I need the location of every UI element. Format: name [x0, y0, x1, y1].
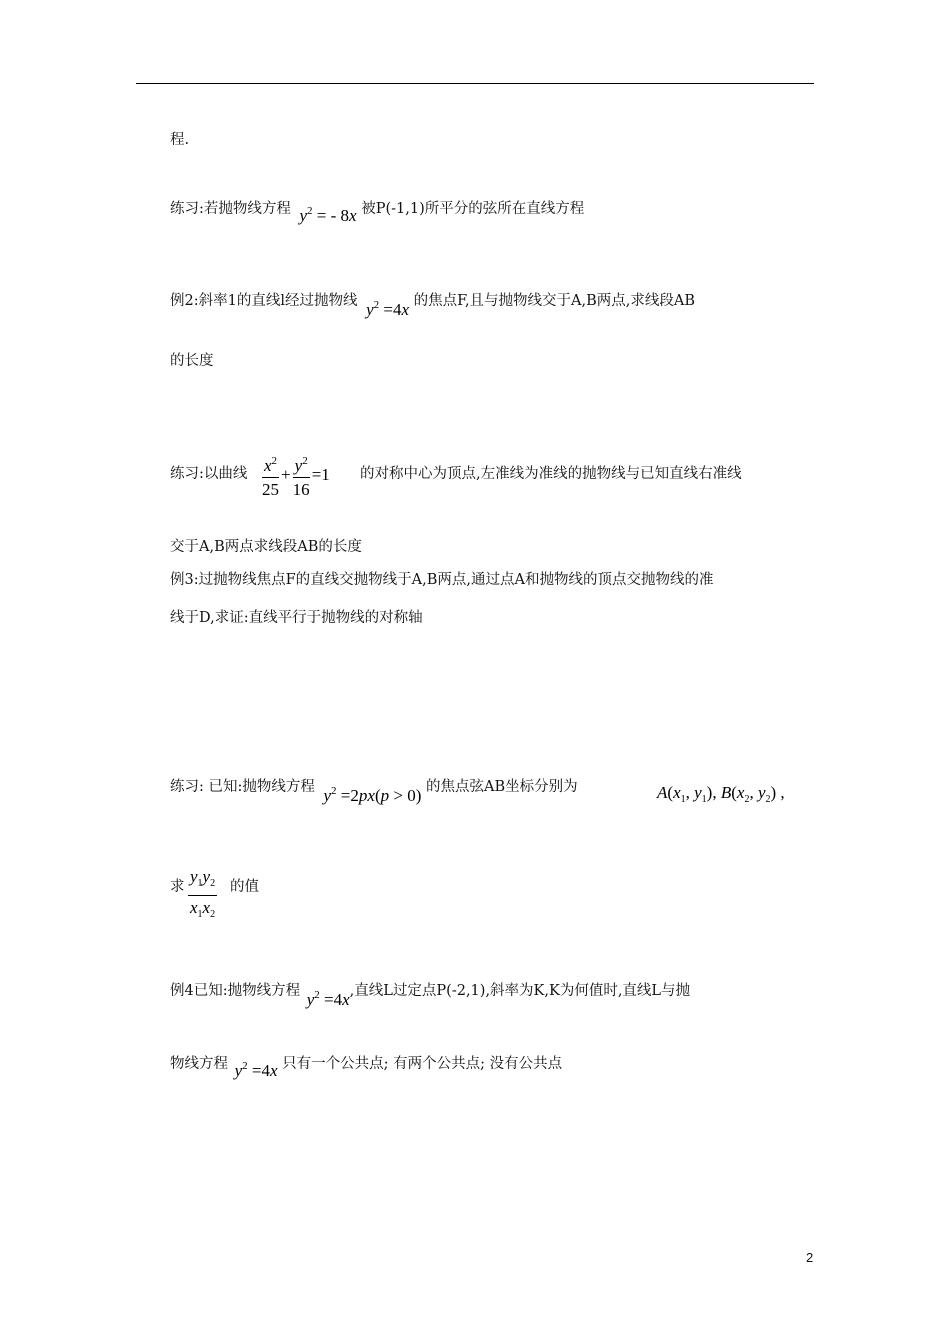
example-4	[170, 979, 691, 1009]
practice-3-text-2: 的焦点弦AB坐标分别为	[425, 779, 578, 795]
practice-3	[170, 775, 578, 805]
text-line: 程.	[170, 132, 190, 148]
equation-y2-4x-c: $y^2 =4x$	[234, 1060, 278, 1080]
practice-3-text: 练习: 已知:抛物线方程	[170, 779, 315, 795]
example-4-text-2: ,直线L过定点P(-2,1),斜率为K,K为何值时,直线L与抛	[349, 983, 691, 999]
fraction-y1y2-x1x2: $\frac{y_1y_2}{x_1x_2}$	[190, 867, 216, 920]
practice-1-text-2: 被P(-1,1)所平分的弦所在直线方程	[361, 201, 585, 217]
practice-2-cont: 交于A,B两点求线段AB的长度	[170, 539, 362, 555]
equation-y2-4x: $y^2 =4x$	[366, 299, 410, 319]
practice-2	[170, 462, 247, 483]
example-4-text-3: 物线方程	[170, 1056, 228, 1072]
practice-3-cont	[170, 875, 185, 896]
practice-2-text-2: 的对称中心为顶点,左准线为准线的抛物线与已知直线右准线	[360, 466, 742, 482]
practice-2-text: 练习:以曲线	[170, 466, 248, 482]
fraction-y2-16: $\frac{y^2}{16}$	[293, 450, 310, 502]
example-2-text-2: 的焦点F,且与抛物线交于A,B两点,求线段AB	[413, 293, 696, 309]
equation-y2-4x-b: $y^2 =4x$	[306, 989, 350, 1009]
example-2-cont: 的长度	[170, 353, 214, 369]
practice-1	[170, 197, 585, 225]
example-3: 例3:过抛物线焦点F的直线交抛物线于A,B两点,通过点A和抛物线的顶点交抛物线的准	[170, 572, 714, 588]
example-4-text: 例4已知:抛物线方程	[170, 983, 301, 999]
equation-points-a-b: $A(x_1$, $y_1$), $B(x_2$, $y_2$) ,	[657, 783, 785, 805]
example-2-text: 例2:斜率1的直线l经过抛物线	[170, 293, 358, 309]
equation-y2-minus8x: $y^2$ = - 8x	[299, 205, 357, 225]
practice-3-text-3: 求	[170, 879, 185, 895]
practice-3-text-4: 的值	[230, 879, 259, 895]
equation-parabola-general: $y^2 =2px(p > 0)$	[323, 785, 422, 805]
fraction-x2-25: $\frac{x^2}{25}$	[262, 450, 279, 502]
example-2	[170, 289, 696, 319]
practice-1-text: 练习:若抛物线方程	[170, 201, 291, 217]
example-4-text-4: 只有一个公共点; 有两个公共点; 没有公共点	[282, 1056, 563, 1072]
example-3-cont: 线于D,求证:直线平行于抛物线的对称轴	[170, 610, 423, 626]
ellipse-equation: $\frac{x^2}{25}$ + $\frac{y^2}{16}$ =1	[262, 450, 330, 502]
header-rule	[136, 83, 814, 84]
example-4-cont	[170, 1052, 563, 1080]
page-number: 2	[806, 1250, 814, 1265]
